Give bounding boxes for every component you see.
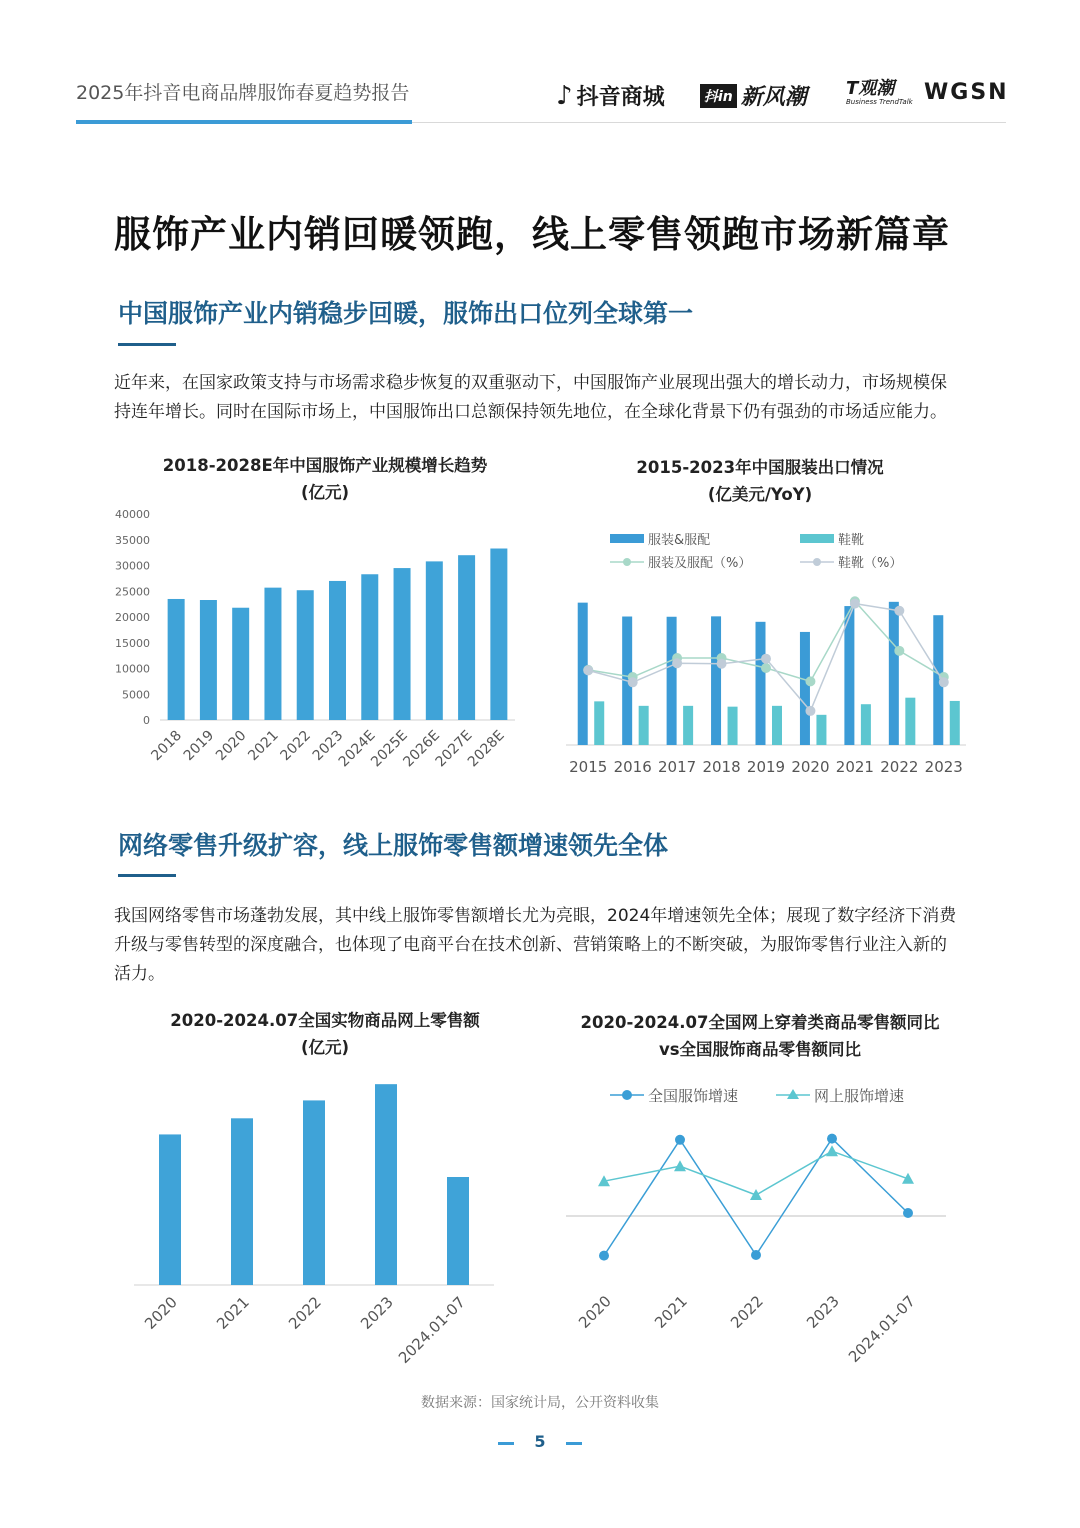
section1-underline <box>118 343 176 346</box>
chart2-line-point <box>628 677 638 687</box>
section1-title: 中国服饰产业内销稳步回暖，服饰出口位列全球第一 <box>118 299 694 328</box>
chart2-title: 2015-2023年中国服装出口情况 <box>636 458 884 477</box>
chart3-bar <box>447 1177 469 1285</box>
chart4-growth-comparison <box>560 1076 960 1376</box>
chart3-subtitle: (亿元) <box>300 1038 350 1057</box>
chart2-x-tick-label: 2018 <box>702 758 741 776</box>
chart2-line-point <box>717 659 727 669</box>
chart1-bar <box>168 599 185 720</box>
chart4-x-tick-label: 2022 <box>727 1292 767 1332</box>
chart2-line-point <box>761 654 771 664</box>
chart2-legend-label: 服装及服配（%） <box>648 556 752 571</box>
chart1-bar <box>361 574 378 720</box>
chart3-x-tick-label: 2020 <box>141 1293 181 1333</box>
chart3-online-retail <box>120 1080 520 1380</box>
chart2-legend-swatch <box>610 534 644 543</box>
chart1-subtitle: (亿元) <box>300 483 350 502</box>
chart1-bar <box>458 555 475 720</box>
chart1-x-tick-label: 2021 <box>245 727 282 765</box>
section2-line3: 活力。 <box>114 964 165 984</box>
chart2-bar <box>889 602 899 745</box>
header-accent-bar <box>76 120 412 124</box>
chart2-line-point <box>583 665 593 675</box>
chart4-point <box>827 1134 837 1144</box>
chart4-title-block <box>550 1009 970 1063</box>
chart2-legend-label: 鞋靴 <box>838 533 865 548</box>
chart2-line-point <box>894 646 904 656</box>
chart1-bar <box>200 600 217 720</box>
chart1-title: 2018-2028E年中国服饰产业规模增长趋势 <box>162 456 488 475</box>
section2-paragraph <box>114 902 984 989</box>
chart2-bar <box>950 701 960 745</box>
chart1-x-tick-label: 2019 <box>180 727 218 765</box>
chart2-line-point <box>672 658 682 668</box>
chart2-legend-marker <box>813 558 821 566</box>
xinfengchao-logo <box>700 80 807 111</box>
chart3-bar <box>303 1100 325 1285</box>
chart4-point <box>903 1208 913 1218</box>
chart2-x-tick-label: 2015 <box>569 758 608 776</box>
chart1-x-tick-label: 2024E <box>335 727 379 771</box>
chart2-legend-swatch <box>800 534 834 543</box>
section2-title: 网络零售升级扩容，线上服饰零售额增速领先全体 <box>118 831 669 860</box>
section1-line2: 持连年增长。同时在国际市场上，中国服饰出口总额保持领先地位，在全球化背景下仍有强劲的市场适应能力。 <box>114 402 947 422</box>
section2-line1: 我国网络零售市场蓬勃发展，其中线上服饰零售额增长尤为亮眼，2024年增速领先全体；展现了数字经济下消费 <box>114 906 957 926</box>
chart2-bar <box>861 704 871 745</box>
chart1-y-tick-label: 20000 <box>115 611 150 624</box>
chart2-line-point <box>761 663 771 673</box>
chart2-bar <box>711 616 721 745</box>
chart1-x-tick-label: 2022 <box>277 727 315 765</box>
chart1-y-tick-label: 10000 <box>115 662 150 676</box>
chart4-legend-label: 全国服饰增速 <box>648 1087 739 1105</box>
wgsn-logo: WGSN <box>924 80 1009 105</box>
chart3-bar <box>375 1084 397 1285</box>
chart2-bar <box>683 706 693 745</box>
chart1-bar <box>264 588 281 720</box>
chart2-x-tick-label: 2020 <box>791 758 830 776</box>
trendtalk-logo <box>846 80 913 106</box>
section2-underline <box>118 874 176 877</box>
chart2-bar <box>639 706 649 745</box>
chart2-title-block <box>560 454 960 508</box>
chart4-legend-marker <box>787 1089 799 1099</box>
chart1-y-tick-label: 25000 <box>115 585 150 599</box>
chart4-x-tick-label: 2023 <box>803 1292 843 1332</box>
douyin-mall-logo <box>556 80 665 111</box>
chart1-y-tick-label: 5000 <box>122 688 150 702</box>
chart2-bar <box>800 632 810 745</box>
chart2-bar <box>772 706 782 745</box>
chart2-line-point <box>805 706 815 716</box>
chart1-y-tick-label: 30000 <box>115 559 150 573</box>
chart1-x-tick-label: 2020 <box>212 727 250 765</box>
chart3-x-tick-label: 2022 <box>285 1293 325 1333</box>
chart2-bar <box>728 707 738 745</box>
chart3-x-tick-label: 2023 <box>357 1293 397 1333</box>
chart1-bar <box>490 549 507 720</box>
chart4-point <box>750 1189 762 1200</box>
data-source: 数据来源：国家统计局，公开资料收集 <box>421 1395 659 1411</box>
chart2-line-point <box>894 606 904 616</box>
chart2-line-point <box>850 599 860 609</box>
chart4-point <box>675 1135 685 1145</box>
section1-paragraph <box>114 369 984 427</box>
chart4-x-tick-label: 2021 <box>651 1292 691 1332</box>
chart3-title: 2020-2024.07全国实物商品网上零售额 <box>170 1011 480 1030</box>
chart3-x-tick-label: 2021 <box>213 1293 253 1333</box>
report-title: 2025年抖音电商品牌服饰春夏趋势报告 <box>76 82 410 104</box>
page-title: 服饰产业内销回暖领跑，线上零售领跑市场新篇章 <box>114 213 950 256</box>
chart2-bar <box>816 715 826 745</box>
chart4-point <box>599 1251 609 1261</box>
chart3-x-tick-label: 2024.01-07 <box>394 1293 469 1368</box>
chart1-industry-scale <box>100 500 530 790</box>
chart4-x-tick-label: 2020 <box>575 1292 615 1332</box>
douyin-logo-text: 抖音商城 <box>576 85 665 110</box>
chart1-y-tick-label: 15000 <box>115 636 150 650</box>
chart1-x-tick-label: 2023 <box>309 727 347 765</box>
chart1-bar <box>232 608 249 720</box>
chart1-x-tick-label: 2026E <box>400 727 444 771</box>
chart4-legend-label: 网上服饰增速 <box>814 1087 905 1105</box>
chart4-subtitle: vs全国服饰商品零售额同比 <box>658 1040 862 1059</box>
chart4-point <box>826 1145 838 1156</box>
chart2-bar <box>756 622 766 745</box>
chart1-x-tick-label: 2018 <box>148 727 185 765</box>
chart2-x-tick-label: 2021 <box>835 758 874 776</box>
chart3-bar <box>231 1118 253 1285</box>
chart3-bar <box>159 1134 181 1285</box>
chart2-legend-label: 服装&服配 <box>648 533 711 548</box>
chart2-x-tick-label: 2016 <box>613 758 652 776</box>
chart4-x-tick-label: 2024.01-07 <box>844 1292 919 1367</box>
section2-line2: 升级与零售转型的深度融合，也体现了电商平台在技术创新、营销策略上的不断突破，为服饰零售行业注入新的 <box>114 935 947 955</box>
chart1-title-block <box>120 452 530 506</box>
section1-line1: 近年来，在国家政策支持与市场需求稳步恢复的双重驱动下，中国服饰产业展现出强大的增长动力，市场规模保 <box>114 373 947 393</box>
chart2-x-tick-label: 2022 <box>880 758 919 776</box>
page-number: 5 <box>534 1432 546 1451</box>
chart2-legend-label: 鞋靴（%） <box>838 556 903 571</box>
chart2-x-tick-label: 2017 <box>658 758 697 776</box>
chart1-x-tick-label: 2027E <box>432 727 476 771</box>
chart1-x-tick-label: 2025E <box>368 727 411 771</box>
chart2-line-point <box>939 677 949 687</box>
chart3-title-block <box>110 1007 540 1061</box>
trendtalk-small: Business TrendTalk <box>846 98 913 106</box>
chart2-x-tick-label: 2019 <box>746 758 786 776</box>
page-number-dash-right <box>566 1442 582 1445</box>
chart1-bar <box>394 568 411 720</box>
chart1-y-tick-label: 0 <box>143 714 150 727</box>
chart1-y-tick-label: 35000 <box>115 533 150 547</box>
chart4-point <box>902 1173 914 1184</box>
chart2-subtitle: (亿美元/YoY) <box>707 485 813 504</box>
chart2-legend-marker <box>623 558 631 566</box>
chart4-point <box>674 1160 686 1171</box>
chart2-bar <box>905 698 915 745</box>
xfc-text: 新风潮 <box>740 85 807 110</box>
trendtalk-big: T观潮 <box>846 78 895 99</box>
chart2-x-tick-label: 2023 <box>924 758 963 776</box>
chart1-x-tick-label: 2028E <box>464 727 508 771</box>
chart2-bar <box>667 617 677 745</box>
xfc-box-text: 抖in <box>700 84 737 108</box>
douyin-note-icon: ♪ <box>556 81 573 111</box>
chart1-y-tick-label: 40000 <box>115 508 150 521</box>
chart4-point <box>751 1250 761 1260</box>
chart2-line-point <box>805 676 815 686</box>
chart2-bar <box>594 701 604 745</box>
chart4-legend-marker <box>622 1090 632 1100</box>
chart4-title: 2020-2024.07全国网上穿着类商品零售额同比 <box>580 1013 940 1032</box>
chart2-apparel-export <box>560 520 980 790</box>
chart1-bar <box>329 581 346 720</box>
chart4-line <box>604 1151 908 1195</box>
chart1-bar <box>426 561 443 720</box>
chart1-bar <box>297 590 314 720</box>
